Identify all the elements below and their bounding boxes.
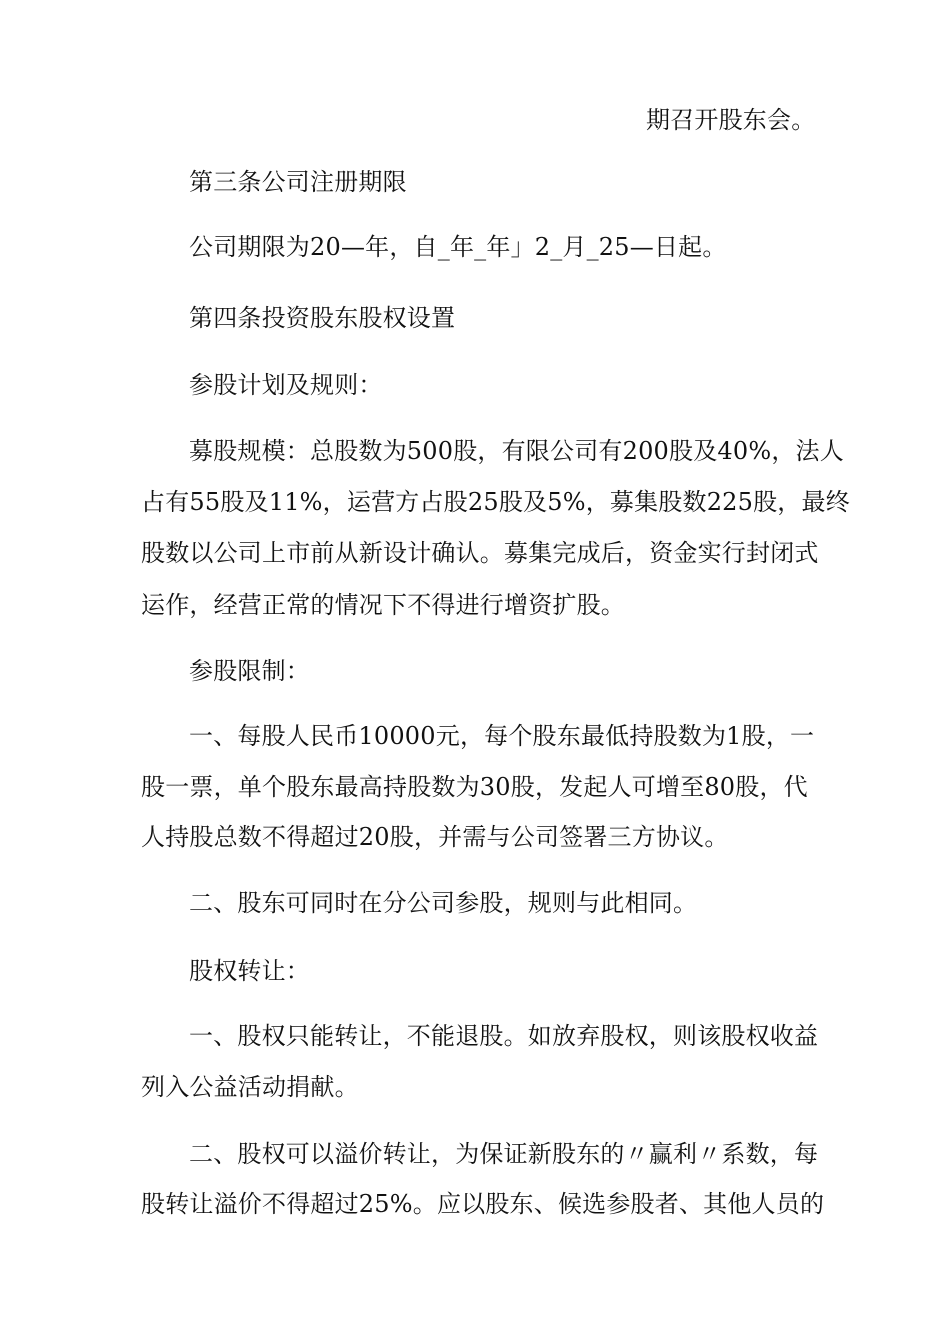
paragraph-line: 股数以公司上市前从新设计确认。募集完成后，资金实行封闭式 [141, 539, 819, 567]
paragraph-line: 列入公益活动捐献。 [141, 1073, 359, 1101]
paragraph-line: 占有55股及11%，运营方占股25股及5%，募集股数225股，最终 [141, 488, 850, 516]
paragraph-line: 二、股权可以溢价转让，为保证新股东的〃赢利〃系数，每 [189, 1140, 819, 1168]
paragraph-line: 股转让溢价不得超过25%。应以股东、候选参股者、其他人员的 [141, 1190, 825, 1218]
paragraph-line: 募股规模：总股数为500股，有限公司有200股及40%，法人 [189, 437, 844, 465]
paragraph-line: 股一票，单个股东最高持股数为30股，发起人可增至80股，代 [141, 773, 808, 801]
section-heading: 第三条公司注册期限 [189, 168, 407, 196]
subheading: 参股计划及规则： [189, 371, 383, 399]
subheading: 参股限制： [189, 657, 310, 685]
text-line: 公司期限为20—年，自_年_年」2_月_25—日起。 [189, 233, 727, 261]
text-line: 期召开股东会。 [646, 106, 816, 134]
section-heading: 第四条投资股东股权设置 [189, 304, 456, 332]
paragraph-line: 一、股权只能转让，不能退股。如放弃股权，则该股权收益 [189, 1022, 819, 1050]
paragraph-line: 人持股总数不得超过20股，并需与公司签署三方协议。 [141, 823, 729, 851]
paragraph-line: 运作，经营正常的情况下不得进行增资扩股。 [141, 591, 625, 619]
paragraph-line: 二、股东可同时在分公司参股，规则与此相同。 [189, 889, 698, 917]
paragraph-line: 一、每股人民币10000元，每个股东最低持股数为1股，一 [189, 722, 815, 750]
subheading: 股权转让： [189, 957, 310, 985]
